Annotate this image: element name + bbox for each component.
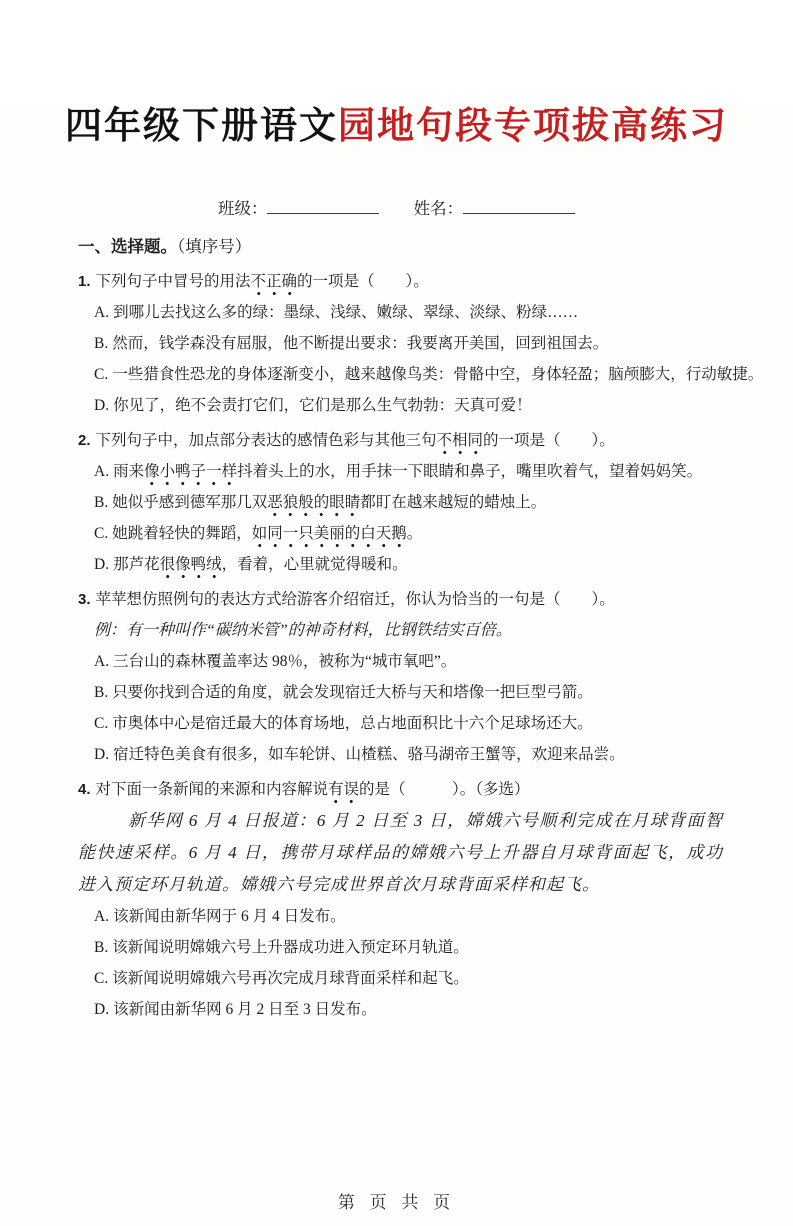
emphasized-text: 有误 (328, 781, 359, 804)
question-3 (78, 584, 723, 770)
option-b (78, 487, 723, 518)
option-d (78, 739, 723, 770)
option-label: C. (94, 366, 109, 383)
stem-segment: 下列句子中冒号的用法 (95, 273, 251, 290)
option-segment: ，看着，心里就觉得暖和。 (221, 556, 408, 573)
option-a (78, 646, 723, 677)
option-text (113, 304, 578, 321)
emphasized-text: 不正确 (251, 273, 298, 296)
option-segment: 抖着头上的水，用手抹一下眼睛和鼻子，嘴里吹着气，望着妈妈笑。 (237, 463, 703, 480)
option-text (113, 746, 625, 763)
title-black-part: 四年级下册语文 (65, 105, 338, 146)
option-d (78, 994, 723, 1025)
student-info-line (0, 194, 793, 224)
name-field (414, 199, 576, 218)
option-segment: 她似乎感到德军那几双 (112, 494, 268, 511)
stem-segment: 对下面一条新闻的来源和内容解说 (95, 781, 329, 798)
question-stem (78, 425, 723, 456)
question-stem (78, 584, 723, 615)
option-segment: 该新闻说明嫦娥六号上升器成功进入预定环月轨道。 (112, 939, 469, 956)
option-label: B. (94, 494, 109, 511)
class-label: 班级： (217, 199, 268, 218)
question-stem (78, 266, 723, 297)
stem-segment: 的是（ ）。（多选） (359, 781, 530, 798)
option-text (113, 463, 702, 486)
option-b (78, 677, 723, 708)
option-label: C. (94, 715, 109, 732)
option-segment: 她跳着轻快的舞蹈， (112, 525, 252, 542)
option-segment: 三台山的森林覆盖率达 98％，被称为“城市氧吧”。 (113, 653, 457, 670)
worksheet-page (0, 104, 793, 1212)
option-text (113, 556, 408, 579)
option-segment: 然而，钱学森没有屈服，他不断提出要求：我要离开美国，回到祖国去。 (112, 335, 609, 352)
question-number: 3. (78, 591, 91, 608)
option-segment: 。 (406, 525, 423, 542)
option-text (113, 397, 532, 414)
option-label: C. (94, 970, 109, 987)
section-heading (78, 232, 723, 262)
option-d (78, 390, 723, 421)
option-text (112, 335, 608, 352)
option-text (112, 715, 593, 732)
page-footer: 第 页 共 页 (337, 1193, 456, 1212)
option-label: D. (94, 397, 110, 414)
name-blank (463, 200, 575, 214)
question-1 (78, 266, 764, 421)
option-text (112, 525, 422, 548)
option-c (78, 359, 764, 390)
option-label: C. (94, 525, 109, 542)
stem-segment: 的一项是（ ）。 (297, 273, 429, 290)
option-label: D. (94, 1001, 110, 1018)
question-number: 1. (78, 273, 91, 290)
example-sentence: 例：有一种叫作“碳纳米管”的神奇材料，比钢铁结实百倍。 (94, 622, 512, 639)
emphasized-text: 很像鸭绒 (160, 556, 222, 579)
option-a (78, 297, 723, 328)
option-text (112, 684, 593, 701)
option-label: A. (94, 653, 110, 670)
section-heading-note: （填序号） (177, 237, 252, 256)
option-segment: 该新闻由新华网 6 月 2 日至 3 日发布。 (113, 1001, 377, 1018)
option-label: B. (94, 335, 109, 352)
option-segment: 你见了，绝不会责打它们，它们是那么生气勃勃：天真可爱！ (113, 397, 532, 414)
option-text (113, 908, 346, 925)
section-heading-title: 一、选择题。 (78, 237, 177, 256)
option-text (112, 494, 546, 517)
option-a (78, 456, 723, 487)
question-4 (78, 774, 723, 1025)
option-label: D. (94, 746, 110, 763)
option-c (78, 708, 723, 739)
option-text (112, 970, 469, 987)
name-label: 姓名： (413, 199, 464, 218)
option-segment: 宿迁特色美食有很多，如车轮饼、山楂糕、骆马湖帝王蟹等，欢迎来品尝。 (113, 746, 625, 763)
option-segment: 一些猎食性恐龙的身体逐渐变小，越来越像鸟类：骨骼中空，身体轻盈；脑颅膨大，行动敏捷。 (112, 366, 764, 383)
option-label: D. (94, 556, 110, 573)
stem-text (96, 432, 615, 455)
emphasized-text: 不相同 (437, 432, 484, 455)
question-number: 4. (78, 781, 91, 798)
option-segment: 市奥体中心是宿迁最大的体育场地，总占地面积比十六个足球场还大。 (112, 715, 593, 732)
option-label: A. (94, 304, 110, 321)
option-b (78, 328, 723, 359)
option-segment: 该新闻说明嫦娥六号再次完成月球背面采样和起飞。 (112, 970, 469, 987)
emphasized-text: 恶狼般的眼睛 (267, 494, 360, 517)
option-c (78, 963, 723, 994)
option-segment: 都盯在越来越短的蜡烛上。 (360, 494, 547, 511)
option-label: A. (94, 463, 110, 480)
emphasized-text: 像小鸭子一样 (144, 463, 237, 486)
emphasized-text: 如同一只美丽的白天鹅 (252, 525, 407, 548)
stem-text (96, 273, 429, 296)
question-number: 2. (78, 432, 91, 449)
option-segment: 雨来 (113, 463, 145, 480)
option-b (78, 932, 723, 963)
class-blank (267, 200, 379, 214)
option-d (78, 549, 723, 580)
question-stem (78, 774, 723, 805)
option-segment: 到哪儿去找这么多的绿：墨绿、浅绿、嫩绿、翠绿、淡绿、粉绿…… (113, 304, 579, 321)
option-c (78, 518, 723, 549)
stem-segment: 的一项是（ ）。 (483, 432, 615, 449)
option-segment: 该新闻由新华网于 6 月 4 日发布。 (113, 908, 346, 925)
stem-text (96, 591, 615, 608)
question-2 (78, 425, 723, 580)
title-red-part: 园地句段专项拔高练习 (338, 105, 728, 146)
news-passage: 新华网 6 月 4 日报道：6 月 2 日至 3 日，嫦娥六号顺利完成在月球背面智能快速采样。6 月 4 日，携带月球样品的嫦娥六号上升器自月球背面起飞，成功进入预定环月轨道。嫦娥六号完成世界首次月球背面采样和起飞。 (78, 811, 723, 894)
option-label: B. (94, 684, 109, 701)
class-field (218, 199, 384, 218)
option-segment: 那芦花 (113, 556, 160, 573)
option-label: B. (94, 939, 109, 956)
option-label: A. (94, 908, 110, 925)
page-title (0, 104, 793, 148)
option-text (113, 1001, 377, 1018)
option-text (112, 366, 763, 383)
stem-text (96, 781, 530, 804)
question-list (78, 266, 764, 1025)
stem-segment: 苹苹想仿照例句的表达方式给游客介绍宿迁，你认为恰当的一句是（ ）。 (95, 591, 615, 608)
stem-segment: 下列句子中，加点部分表达的感情色彩与其他三句 (95, 432, 437, 449)
worksheet-body (78, 232, 764, 1025)
option-segment: 只要你找到合适的角度，就会发现宿迁大桥与天和塔像一把巨型弓箭。 (112, 684, 593, 701)
option-text (113, 653, 456, 670)
option-text (112, 939, 469, 956)
option-a (78, 901, 723, 932)
